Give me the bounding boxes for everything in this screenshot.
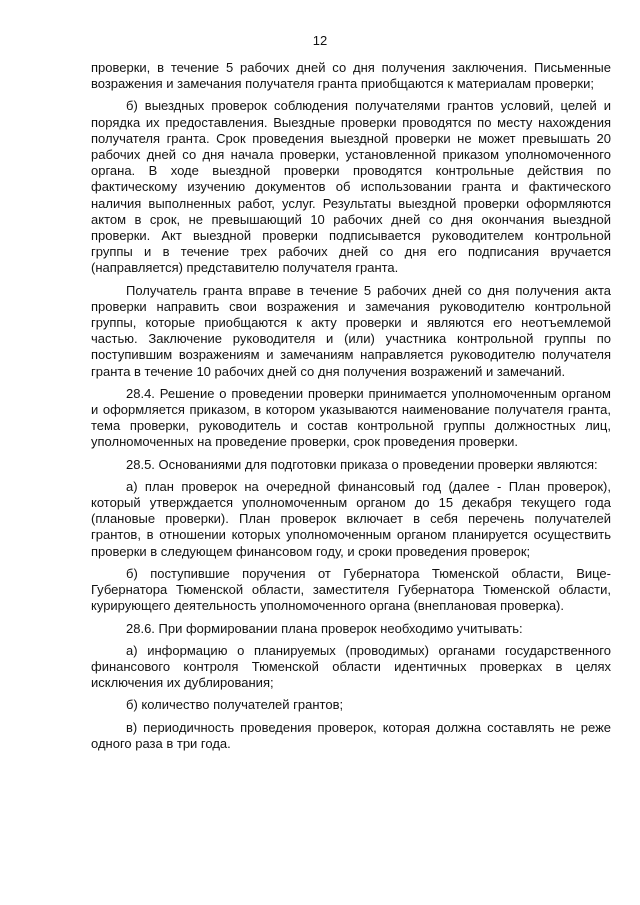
paragraph-objections: Получатель гранта вправе в течение 5 рабочих дней со дня получения акта проверки направить свои возражения и замечания руководителю контрольной группы, которые приобщаются к акту проверки и являются его неотъемлемой частью. Заключение руководителя и (или) участника контрольной группы по поступившим возражениям и замечаниям направляется руководителю получателя гранта в течение 10 рабочих дней со дня получения возражений и замечаний.	[91, 282, 611, 379]
paragraph-28-5: 28.5. Основаниями для подготовки приказа о проведении проверки являются:	[126, 456, 598, 472]
paragraph-28-6-b: б) количество получателей грантов;	[126, 697, 344, 713]
paragraph-28-4: 28.4. Решение о проведении проверки принимается уполномоченным органом и оформляется приказом, в котором указываются наименование получателя гранта, тема проверки, руководитель и состав контрольной группы должностных лиц, уполномоченных на проведение проверки, срок проведения проверки.	[91, 385, 611, 450]
paragraph-28-6-a: а) информацию о планируемых (проводимых) органами государственного финансового контроля Тюменской области идентичных проверках в целях исключения их дублирования;	[91, 642, 611, 691]
paragraph-onsite-inspections: б) выездных проверок соблюдения получателями грантов условий, целей и порядка их предоставления. Выездные проверки проводятся по месту нахождения получателя гранта. Срок проведения выездной проверки не может превышать 20 рабочих дней со дня начала проверки, установленной приказом уполномоченного органа. В ходе выездной проверки проводятся контрольные действия по фактическому изучению документов об использовании гранта и фактического наличия выполненных работ, услуг. Результаты выездной проверки оформляются актом в срок, не превышающий 10 рабочих дней со дня окончания выездной проверки. Акт выездной проверки подписывается руководителем контрольной группы и в течение трех рабочих дней со дня его подписания вручается (направляется) представителю получателя гранта.	[91, 98, 611, 276]
paragraph-28-5-b: б) поступившие поручения от Губернатора Тюменской области, Вице-Губернатора Тюменской области, заместителя Губернатора Тюменской области, курирующего деятельность уполномоченного органа (внеплановая проверка).	[91, 565, 611, 614]
document-body	[91, 60, 611, 758]
paragraph-28-6: 28.6. При формировании плана проверок необходимо учитывать:	[126, 620, 523, 636]
paragraph-28-5-a: а) план проверок на очередной финансовый год (далее - План проверок), который утверждается уполномоченным органом до 15 декабря текущего года (плановые проверки). План проверок включает в себя перечень получателей грантов, в отношении которых уполномоченным органом планируется осуществить проверки в следующем финансовом году, и сроки проведения проверок;	[91, 478, 611, 559]
page-number: 12	[312, 33, 328, 48]
paragraph-28-6-c: в) периодичность проведения проверок, которая должна составлять не реже одного раза в три года.	[91, 719, 611, 751]
paragraph-continuation: проверки, в течение 5 рабочих дней со дня получения заключения. Письменные возражения и замечания получателя гранта приобщаются к материалам проверки;	[91, 60, 611, 92]
